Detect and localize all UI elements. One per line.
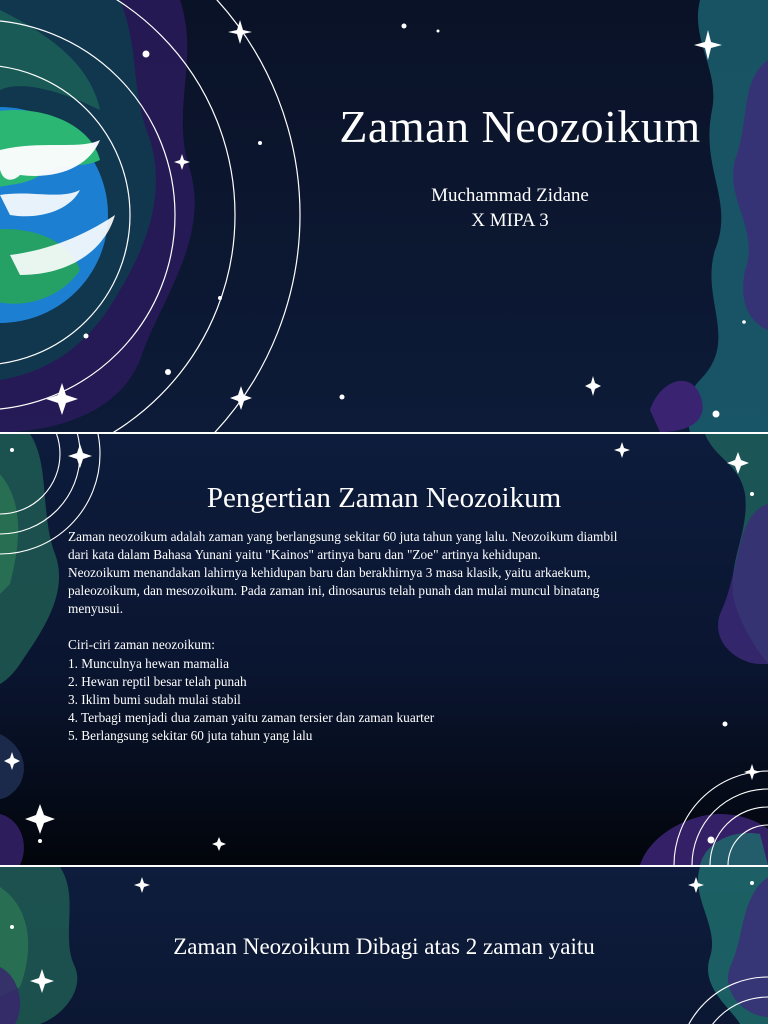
section-title: Pengertian Zaman Neozoikum: [206, 482, 562, 514]
space-background: [0, 0, 768, 432]
star-dot: [84, 334, 89, 339]
author-block: [390, 183, 630, 233]
nebula-shape: [718, 504, 768, 664]
star-dot: [10, 448, 14, 452]
star-dot: [437, 30, 440, 33]
star-dot: [750, 881, 754, 885]
star-dot: [218, 296, 222, 300]
nebula-shape: [0, 814, 24, 865]
star-dot: [340, 395, 345, 400]
paragraph-line: Neozoikum menandakan lahirnya kehidupan baru dan berakhirnya 3 masa klasik, yaitu arkaekum,: [68, 565, 591, 581]
paragraph-line: dari kata dalam Bahasa Yunani yaitu "Kainos" artinya baru dan "Zoe" artinya kehidupan.: [68, 547, 541, 563]
presentation-title: Zaman Neozoikum: [339, 101, 701, 152]
star-field: [10, 881, 754, 929]
paragraph-spacer: [68, 618, 708, 636]
star-dot: [713, 411, 720, 418]
list-item: 2. Hewan reptil besar telah punah: [68, 673, 247, 689]
star-dot: [38, 839, 42, 843]
definition-body: [68, 528, 708, 745]
star-dot: [742, 320, 746, 324]
author-name: Muchammad Zidane: [431, 185, 589, 206]
star-dot: [723, 722, 728, 727]
list-item: 3. Iklim bumi sudah mulai stabil: [68, 691, 241, 707]
characteristics-list: [68, 655, 708, 745]
paragraph-line: menyusui.: [68, 601, 124, 617]
paragraph-line: paleozoikum, dan mesozoikum. Pada zaman ini, dinosaurus telah punah dan mulai muncul binatang: [68, 583, 600, 599]
list-heading: Ciri-ciri zaman neozoikum:: [68, 637, 215, 653]
title-slide: [0, 0, 768, 432]
list-item: 1. Munculnya hewan mamalia: [68, 655, 229, 671]
list-item: 5. Berlangsung sekitar 60 juta tahun yang lalu: [68, 727, 313, 743]
star-dot: [165, 369, 171, 375]
star-dot: [10, 925, 14, 929]
star-dot: [402, 24, 407, 29]
division-slide: [0, 867, 768, 1024]
star-dot: [708, 837, 715, 844]
definition-slide: [0, 434, 768, 865]
author-class: X MIPA 3: [471, 210, 549, 231]
star-dot: [258, 141, 262, 145]
paragraph-line: Zaman neozoikum adalah zaman yang berlangsung sekitar 60 juta tahun yang lalu. Neozoikum diambil: [68, 529, 618, 544]
star-dot: [143, 51, 150, 58]
section-title: Zaman Neozoikum Dibagi atas 2 zaman yaitu: [173, 934, 595, 959]
list-item: 4. Terbagi menjadi dua zaman yaitu zaman tersier dan zaman kuarter: [68, 709, 435, 725]
